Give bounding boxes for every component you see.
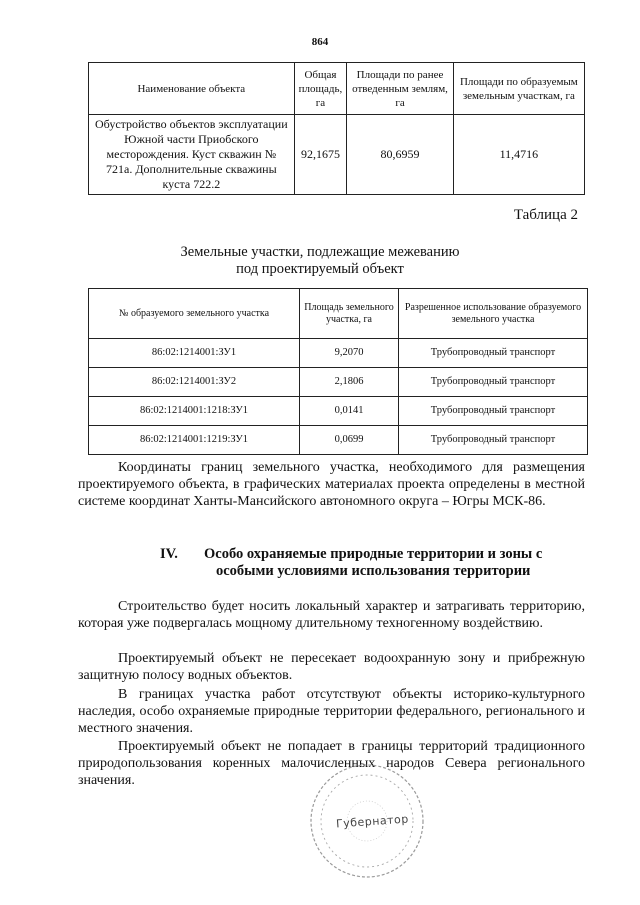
stamp-label: Губернатор bbox=[335, 812, 410, 831]
paragraph-text: Проектируемый объект не пересекает водоохранную зону и прибрежную защитную полосу водных объектов. bbox=[78, 651, 585, 683]
paragraph-water-protection bbox=[78, 650, 585, 684]
cell-plot-area: 9,2070 bbox=[300, 339, 399, 368]
cell-previously-allocated-area: 80,6959 bbox=[347, 115, 454, 195]
cell-object-name: Обустройство объектов эксплуатации Южной части Приобского месторождения. Куст скважин № 721а. Дополнительные скважины куста 722.2 bbox=[89, 115, 295, 195]
column-header-new-plots-area: Площади по образуемым земельным участкам, га bbox=[453, 63, 584, 115]
cell-plot-number: 86:02:1214001:ЗУ1 bbox=[89, 339, 300, 368]
land-area-table bbox=[88, 62, 585, 195]
paragraph-coordinates bbox=[78, 459, 585, 510]
cell-plot-number: 86:02:1214001:ЗУ2 bbox=[89, 368, 300, 397]
paragraph-construction bbox=[78, 598, 585, 632]
cell-plot-area: 2,1806 bbox=[300, 368, 399, 397]
column-header-permitted-use: Разрешенное использование образуемого земельного участка bbox=[399, 289, 588, 339]
table-row bbox=[89, 115, 585, 195]
table-title-line: под проектируемый объект bbox=[236, 261, 404, 277]
table-header-row bbox=[89, 289, 588, 339]
table-header-row bbox=[89, 63, 585, 115]
cell-permitted-use: Трубопроводный транспорт bbox=[399, 397, 588, 426]
table-row bbox=[89, 397, 588, 426]
table-caption: Таблица 2 bbox=[513, 207, 578, 223]
cell-permitted-use: Трубопроводный транспорт bbox=[399, 368, 588, 397]
page-number: 864 bbox=[311, 36, 329, 48]
cell-plot-area: 0,0141 bbox=[300, 397, 399, 426]
cell-permitted-use: Трубопроводный транспорт bbox=[399, 339, 588, 368]
table-title bbox=[0, 244, 640, 278]
paragraph-text: Строительство будет носить локальный характер и затрагивать территорию, которая уже подвергалась мощному длительному техногенному воздействию. bbox=[78, 599, 585, 631]
paragraph-heritage bbox=[78, 686, 585, 737]
section-title-line: Особо охраняемые природные территории и зоны с bbox=[204, 546, 543, 562]
table-row bbox=[89, 368, 588, 397]
table-row bbox=[89, 426, 588, 455]
cell-plot-area: 0,0699 bbox=[300, 426, 399, 455]
section-title-line: особыми условиями использования территории bbox=[216, 563, 531, 579]
table-row bbox=[89, 339, 588, 368]
cell-plot-number: 86:02:1214001:1219:ЗУ1 bbox=[89, 426, 300, 455]
cell-permitted-use: Трубопроводный транспорт bbox=[399, 426, 588, 455]
cell-total-area: 92,1675 bbox=[294, 115, 347, 195]
paragraph-text: В границах участка работ отсутствуют объекты историко-культурного наследия, особо охраняемые природные территории федерального, регионального и местного значения. bbox=[78, 687, 585, 736]
paragraph-text: Проектируемый объект не попадает в границы территорий традиционного природопользования коренных малочисленных народов Севера регионального значения. bbox=[78, 739, 585, 788]
column-header-plot-area: Площадь земельного участка, га bbox=[300, 289, 399, 339]
column-header-object-name: Наименование объекта bbox=[89, 63, 295, 115]
column-header-previously-allocated-area: Площади по ранее отведенным землям, га bbox=[347, 63, 454, 115]
cell-new-plots-area: 11,4716 bbox=[453, 115, 584, 195]
section-number: IV. bbox=[160, 546, 178, 562]
section-title bbox=[204, 546, 594, 580]
column-header-plot-number: № образуемого земельного участка bbox=[89, 289, 300, 339]
land-plots-table bbox=[88, 288, 588, 455]
table-title-line: Земельные участки, подлежащие межеванию bbox=[180, 244, 460, 260]
cell-plot-number: 86:02:1214001:1218:ЗУ1 bbox=[89, 397, 300, 426]
column-header-total-area: Общая площадь, га bbox=[294, 63, 347, 115]
paragraph-text: Координаты границ земельного участка, необходимого для размещения проектируемого объекта, в графических материалах проекта определены в местной системе координат Ханты-Мансийского автономного округа – Югры МСК-86. bbox=[78, 460, 585, 509]
